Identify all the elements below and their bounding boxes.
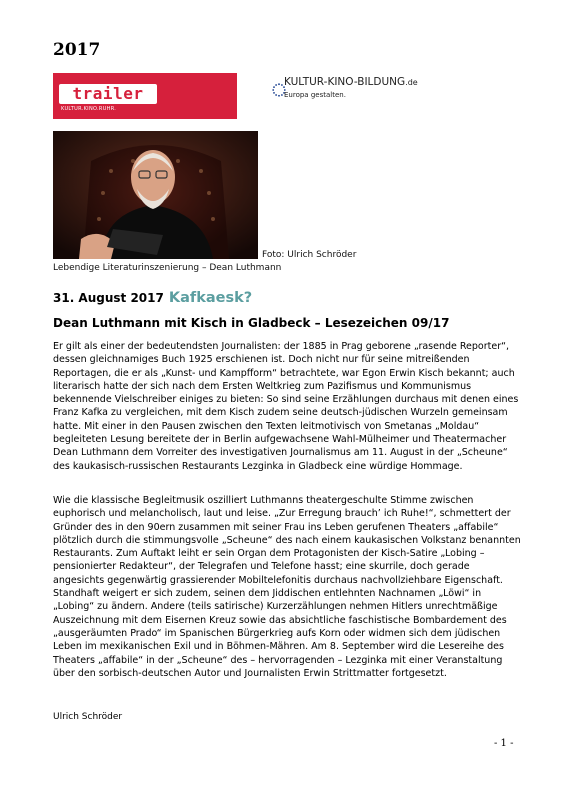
page-number: - 1 - — [494, 738, 514, 749]
trailer-logo — [53, 73, 237, 119]
kkb-logo-subtitle: Europa gestalten. — [284, 91, 346, 99]
photo-credit: Foto: Ulrich Schröder — [262, 250, 357, 260]
article-paragraph: Er gilt als einer der bedeutendsten Journalisten: der 1885 in Prag geborene „rasende Reporter“, dessen gleichnamiges Buch 1925 erschienen ist. Doch nicht nur für seine mitreißenden Reportagen, die er als „Kunst- und Kampfform“ betrachtete, war Egon Erwin Kisch bekannt; auch literarisch hatte der sich nach dem Ersten Weltkrieg zum Pazifismus und Kommunismus bekennende Vielschreiber einiges zu bieten: So sind seine Erzählungen durchaus mit denen eines Franz Kafka zu vergleichen, mit dem Kisch zudem seine deutsch-jüdischen Wurzeln gemeinsam hatte. Mit einer in den Pausen zwischen den Texten leitmotivisch von Smetanas „Moldau“ begleiteten Lesung bereitete der in Berlin aufgewachsene Wahl-Mülheimer und Theatermacher Dean Luthmann dem Vorreiter des investigativen Journalismus am 11. August in der „Scheune“ des kaukasisch-russischen Restaurants Lezginka in Gladbeck eine würdige Hommage. — [53, 341, 519, 472]
trailer-logo-text: trailer — [59, 84, 157, 104]
year-heading: 2017 — [53, 40, 101, 60]
trailer-logo-subtext: KULTUR.KINO.RUHR. — [61, 106, 117, 112]
portrait-image — [53, 131, 258, 259]
article-kicker: Kafkaesk? — [168, 290, 253, 306]
article-photo — [53, 131, 258, 259]
article-date: 31. August 2017 — [53, 291, 164, 305]
kkb-logo-title: KULTUR-KINO-BILDUNG.de — [284, 76, 418, 88]
article-author: Ulrich Schröder — [53, 712, 123, 722]
article-paragraph: Wie die klassische Begleitmusik oszilliert Luthmanns theatergeschulte Stimme zwischen euphorisch und melancholisch, laut und leise. „Zur Erregung brauch’ ich Ruhe!“, schmettert der Gründer des in den 90ern zusammen mit seiner Frau ins Leben gerufenen Theaters „affabile“ plötzlich durch die stimmungsvolle „Scheune“ des nach einem kaukasischen Volkstanz benannten Restaurants. Zum Auftakt leiht er sein Organ dem Protagonisten der Kisch-Satire „Lobing – pensionierter Redakteur“, der Telegrafen und Telefone hasst; eine skurrile, doch gerade angesichts gegenwärtig grassierender Mobiltelefonitis durchaus nachvollziehbare Eigenschaft. Standhaft weigert er sich zudem, seinen dem Jiddischen entlehnten Nachnamen „Löwi“ in „Lobing“ zu ändern. Andere (teils satirische) Kurzerzählungen nehmen Hitlers unrechtmäßige Auszeichnung mit dem Eisernen Kreuz sowie das absichtliche faschistische Bombardement des „ausgeräumten Prado“ im Spanischen Bürgerkrieg aufs Korn oder widmen sich dem jüdischen Leben im mexikanischen Exil und in Böhmen-Mähren. Am 8. September wird die Lesereihe des Theaters „affabile“ in der „Scheune“ des – hervorragenden – Lezginka mit einer Veranstaltung über den sorbisch-deutschen Autor und Journalisten Erwin Strittmatter fortgesetzt. — [53, 495, 521, 679]
dateline — [53, 287, 252, 306]
photo-caption: Lebendige Literaturinszenierung – Dean Luthmann — [53, 263, 282, 273]
kultur-kino-bildung-logo — [272, 74, 452, 106]
article-headline: Dean Luthmann mit Kisch in Gladbeck – Lesezeichen 09/17 — [53, 316, 450, 330]
